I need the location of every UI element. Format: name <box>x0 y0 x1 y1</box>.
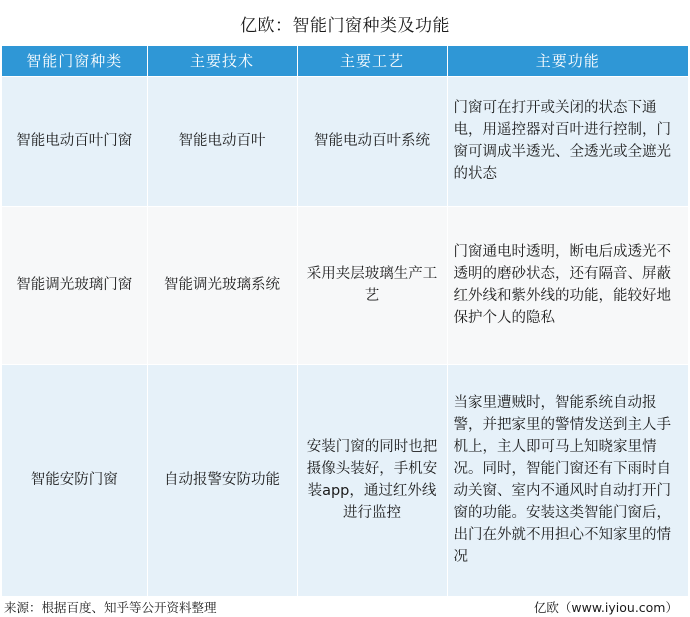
cell-tech: 自动报警安防功能 <box>147 364 297 596</box>
brand-credit: 亿欧（www.iyiou.com） <box>533 600 678 615</box>
cell-tech: 智能调光玻璃系统 <box>147 206 297 364</box>
function-table <box>2 46 688 596</box>
header-row <box>2 46 688 76</box>
header-process: 主要工艺 <box>297 46 447 76</box>
header-type: 智能门窗种类 <box>2 46 147 76</box>
cell-tech: 智能电动百叶 <box>147 76 297 206</box>
cell-function: 门窗可在打开或关闭的状态下通电，用遥控器对百叶进行控制，门窗可调成半透光、全透光或全遮光的状态 <box>447 76 688 206</box>
table-row <box>2 364 688 596</box>
table-row <box>2 76 688 206</box>
cell-function: 当家里遭贼时，智能系统自动报警，并把家里的警情发送到主人手机上，主人即可马上知晓家里情况。同时，智能门窗还有下雨时自动关窗、室内不通风时自动打开门窗的功能。安装这类智能门窗后，出门在外就不用担心不知家里的情况 <box>447 364 688 596</box>
page-title: 亿欧：智能门窗种类及功能 <box>240 15 450 36</box>
header-function: 主要功能 <box>447 46 688 76</box>
table-row <box>2 206 688 364</box>
cell-type: 智能安防门窗 <box>2 364 147 596</box>
cell-process: 智能电动百叶系统 <box>297 76 447 206</box>
cell-function: 门窗通电时透明，断电后成透光不透明的磨砂状态，还有隔音、屏蔽红外线和紫外线的功能，能较好地保护个人的隐私 <box>447 206 688 364</box>
cell-type: 智能电动百叶门窗 <box>2 76 147 206</box>
footer <box>0 596 690 617</box>
source-note: 来源：根据百度、知乎等公开资料整理 <box>4 600 217 615</box>
header-tech: 主要技术 <box>147 46 297 76</box>
cell-process: 安装门窗的同时也把摄像头装好，手机安装app，通过红外线进行监控 <box>297 364 447 596</box>
cell-type: 智能调光玻璃门窗 <box>2 206 147 364</box>
cell-process: 采用夹层玻璃生产工艺 <box>297 206 447 364</box>
